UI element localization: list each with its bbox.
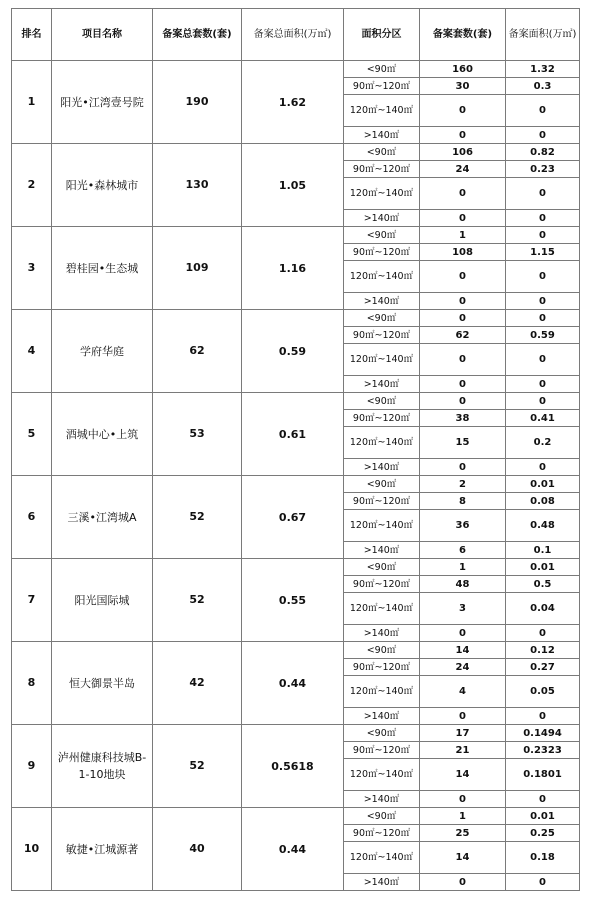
- area-zone-cell: 120㎡~140㎡: [344, 344, 420, 376]
- table-row: [12, 393, 580, 410]
- rank-cell: 5: [12, 393, 52, 476]
- table-body: [12, 61, 580, 891]
- units-cell: 0: [420, 708, 506, 725]
- area-cell: 0.25: [506, 825, 580, 842]
- project-name-cell: 酒城中心•上筑: [52, 393, 153, 476]
- units-cell: 1: [420, 227, 506, 244]
- project-name-cell: 恒大御景半岛: [52, 642, 153, 725]
- area-zone-cell: >140㎡: [344, 293, 420, 310]
- total-units-cell: 190: [153, 61, 242, 144]
- rank-cell: 4: [12, 310, 52, 393]
- area-zone-cell: 90㎡~120㎡: [344, 410, 420, 427]
- total-area-cell: 1.16: [242, 227, 344, 310]
- project-name-cell: 碧桂园•生态城: [52, 227, 153, 310]
- area-zone-cell: <90㎡: [344, 393, 420, 410]
- total-area-cell: 0.55: [242, 559, 344, 642]
- units-cell: 14: [420, 842, 506, 874]
- units-cell: 15: [420, 427, 506, 459]
- units-cell: 48: [420, 576, 506, 593]
- area-cell: 0: [506, 127, 580, 144]
- area-cell: 1.15: [506, 244, 580, 261]
- units-cell: 0: [420, 210, 506, 227]
- area-cell: 0.2323: [506, 742, 580, 759]
- units-cell: 0: [420, 95, 506, 127]
- area-cell: 0.18: [506, 842, 580, 874]
- area-cell: 0.27: [506, 659, 580, 676]
- header-project-name: 项目名称: [52, 9, 153, 61]
- rank-cell: 9: [12, 725, 52, 808]
- area-zone-cell: >140㎡: [344, 459, 420, 476]
- area-zone-cell: >140㎡: [344, 127, 420, 144]
- total-units-cell: 62: [153, 310, 242, 393]
- area-zone-cell: <90㎡: [344, 227, 420, 244]
- area-cell: 0.1: [506, 542, 580, 559]
- total-units-cell: 53: [153, 393, 242, 476]
- total-units-cell: 109: [153, 227, 242, 310]
- area-zone-cell: 90㎡~120㎡: [344, 659, 420, 676]
- area-zone-cell: >140㎡: [344, 625, 420, 642]
- area-cell: 0.41: [506, 410, 580, 427]
- units-cell: 21: [420, 742, 506, 759]
- area-zone-cell: 120㎡~140㎡: [344, 261, 420, 293]
- area-zone-cell: 90㎡~120㎡: [344, 576, 420, 593]
- area-zone-cell: >140㎡: [344, 791, 420, 808]
- units-cell: 62: [420, 327, 506, 344]
- area-cell: 1.32: [506, 61, 580, 78]
- total-area-cell: 0.61: [242, 393, 344, 476]
- area-zone-cell: 120㎡~140㎡: [344, 676, 420, 708]
- area-zone-cell: 120㎡~140㎡: [344, 95, 420, 127]
- table-row: [12, 725, 580, 742]
- area-zone-cell: <90㎡: [344, 642, 420, 659]
- area-cell: 0.12: [506, 642, 580, 659]
- area-cell: 0: [506, 459, 580, 476]
- units-cell: 1: [420, 808, 506, 825]
- area-zone-cell: <90㎡: [344, 808, 420, 825]
- total-units-cell: 52: [153, 559, 242, 642]
- units-cell: 38: [420, 410, 506, 427]
- units-cell: 0: [420, 178, 506, 210]
- table-row: [12, 559, 580, 576]
- table-row: [12, 144, 580, 161]
- area-zone-cell: 120㎡~140㎡: [344, 759, 420, 791]
- area-cell: 0: [506, 791, 580, 808]
- header-area: 备案面积(万㎡): [506, 9, 580, 61]
- rank-cell: 1: [12, 61, 52, 144]
- units-cell: 24: [420, 161, 506, 178]
- area-cell: 0.01: [506, 808, 580, 825]
- table-row: [12, 310, 580, 327]
- header-row: [12, 9, 580, 61]
- area-zone-cell: 90㎡~120㎡: [344, 161, 420, 178]
- total-area-cell: 0.5618: [242, 725, 344, 808]
- area-zone-cell: 90㎡~120㎡: [344, 493, 420, 510]
- area-zone-cell: >140㎡: [344, 210, 420, 227]
- total-units-cell: 40: [153, 808, 242, 891]
- area-cell: 0.48: [506, 510, 580, 542]
- area-zone-cell: <90㎡: [344, 144, 420, 161]
- header-total-area: 备案总面积(万㎡): [242, 9, 344, 61]
- area-zone-cell: <90㎡: [344, 61, 420, 78]
- area-zone-cell: <90㎡: [344, 725, 420, 742]
- area-cell: 0.23: [506, 161, 580, 178]
- units-cell: 30: [420, 78, 506, 95]
- area-cell: 0: [506, 293, 580, 310]
- project-name-cell: 泸州健康科技城B-1-10地块: [52, 725, 153, 808]
- units-cell: 0: [420, 344, 506, 376]
- area-zone-cell: 90㎡~120㎡: [344, 327, 420, 344]
- units-cell: 8: [420, 493, 506, 510]
- units-cell: 2: [420, 476, 506, 493]
- project-name-cell: 三溪•江湾城A: [52, 476, 153, 559]
- area-cell: 0: [506, 344, 580, 376]
- units-cell: 1: [420, 559, 506, 576]
- area-cell: 0: [506, 393, 580, 410]
- total-units-cell: 52: [153, 725, 242, 808]
- project-name-cell: 学府华庭: [52, 310, 153, 393]
- area-zone-cell: 120㎡~140㎡: [344, 510, 420, 542]
- units-cell: 0: [420, 310, 506, 327]
- total-area-cell: 0.44: [242, 808, 344, 891]
- presale-registration-table: [11, 8, 580, 891]
- area-zone-cell: >140㎡: [344, 874, 420, 891]
- area-zone-cell: 90㎡~120㎡: [344, 742, 420, 759]
- report-table-container: [11, 8, 580, 891]
- total-units-cell: 52: [153, 476, 242, 559]
- area-zone-cell: <90㎡: [344, 476, 420, 493]
- area-cell: 0.1494: [506, 725, 580, 742]
- total-area-cell: 1.05: [242, 144, 344, 227]
- units-cell: 14: [420, 759, 506, 791]
- header-rank: 排名: [12, 9, 52, 61]
- table-row: [12, 642, 580, 659]
- area-cell: 0: [506, 874, 580, 891]
- units-cell: 0: [420, 376, 506, 393]
- area-cell: 0: [506, 178, 580, 210]
- area-cell: 0.05: [506, 676, 580, 708]
- area-cell: 0: [506, 210, 580, 227]
- units-cell: 4: [420, 676, 506, 708]
- project-name-cell: 阳光•江湾壹号院: [52, 61, 153, 144]
- total-area-cell: 1.62: [242, 61, 344, 144]
- area-zone-cell: >140㎡: [344, 542, 420, 559]
- area-zone-cell: 90㎡~120㎡: [344, 78, 420, 95]
- units-cell: 160: [420, 61, 506, 78]
- project-name-cell: 阳光•森林城市: [52, 144, 153, 227]
- units-cell: 3: [420, 593, 506, 625]
- area-cell: 0: [506, 95, 580, 127]
- area-zone-cell: >140㎡: [344, 708, 420, 725]
- area-cell: 0.82: [506, 144, 580, 161]
- rank-cell: 8: [12, 642, 52, 725]
- area-zone-cell: 120㎡~140㎡: [344, 427, 420, 459]
- total-area-cell: 0.59: [242, 310, 344, 393]
- area-zone-cell: 90㎡~120㎡: [344, 825, 420, 842]
- rank-cell: 2: [12, 144, 52, 227]
- units-cell: 25: [420, 825, 506, 842]
- units-cell: 0: [420, 127, 506, 144]
- area-cell: 0.5: [506, 576, 580, 593]
- project-name-cell: 阳光国际城: [52, 559, 153, 642]
- units-cell: 0: [420, 261, 506, 293]
- area-zone-cell: 120㎡~140㎡: [344, 842, 420, 874]
- units-cell: 0: [420, 625, 506, 642]
- project-name-cell: 敏捷•江城源著: [52, 808, 153, 891]
- table-row: [12, 476, 580, 493]
- area-zone-cell: 120㎡~140㎡: [344, 178, 420, 210]
- area-zone-cell: 120㎡~140㎡: [344, 593, 420, 625]
- area-cell: 0: [506, 261, 580, 293]
- area-zone-cell: >140㎡: [344, 376, 420, 393]
- area-zone-cell: <90㎡: [344, 310, 420, 327]
- units-cell: 0: [420, 393, 506, 410]
- table-row: [12, 61, 580, 78]
- units-cell: 108: [420, 244, 506, 261]
- area-cell: 0.1801: [506, 759, 580, 791]
- rank-cell: 6: [12, 476, 52, 559]
- table-row: [12, 227, 580, 244]
- rank-cell: 10: [12, 808, 52, 891]
- units-cell: 0: [420, 791, 506, 808]
- area-cell: 0.3: [506, 78, 580, 95]
- area-cell: 0.01: [506, 559, 580, 576]
- area-zone-cell: 90㎡~120㎡: [344, 244, 420, 261]
- units-cell: 0: [420, 459, 506, 476]
- area-cell: 0.01: [506, 476, 580, 493]
- rank-cell: 3: [12, 227, 52, 310]
- area-cell: 0: [506, 310, 580, 327]
- header-area-zone: 面积分区: [344, 9, 420, 61]
- total-area-cell: 0.67: [242, 476, 344, 559]
- units-cell: 24: [420, 659, 506, 676]
- units-cell: 0: [420, 874, 506, 891]
- total-units-cell: 42: [153, 642, 242, 725]
- area-cell: 0: [506, 227, 580, 244]
- units-cell: 106: [420, 144, 506, 161]
- rank-cell: 7: [12, 559, 52, 642]
- units-cell: 14: [420, 642, 506, 659]
- header-units: 备案套数(套): [420, 9, 506, 61]
- area-cell: 0: [506, 708, 580, 725]
- area-cell: 0.59: [506, 327, 580, 344]
- units-cell: 36: [420, 510, 506, 542]
- units-cell: 6: [420, 542, 506, 559]
- area-cell: 0: [506, 376, 580, 393]
- units-cell: 0: [420, 293, 506, 310]
- units-cell: 17: [420, 725, 506, 742]
- area-cell: 0.04: [506, 593, 580, 625]
- total-units-cell: 130: [153, 144, 242, 227]
- area-cell: 0: [506, 625, 580, 642]
- total-area-cell: 0.44: [242, 642, 344, 725]
- table-row: [12, 808, 580, 825]
- header-total-units: 备案总套数(套): [153, 9, 242, 61]
- area-cell: 0.08: [506, 493, 580, 510]
- area-zone-cell: <90㎡: [344, 559, 420, 576]
- area-cell: 0.2: [506, 427, 580, 459]
